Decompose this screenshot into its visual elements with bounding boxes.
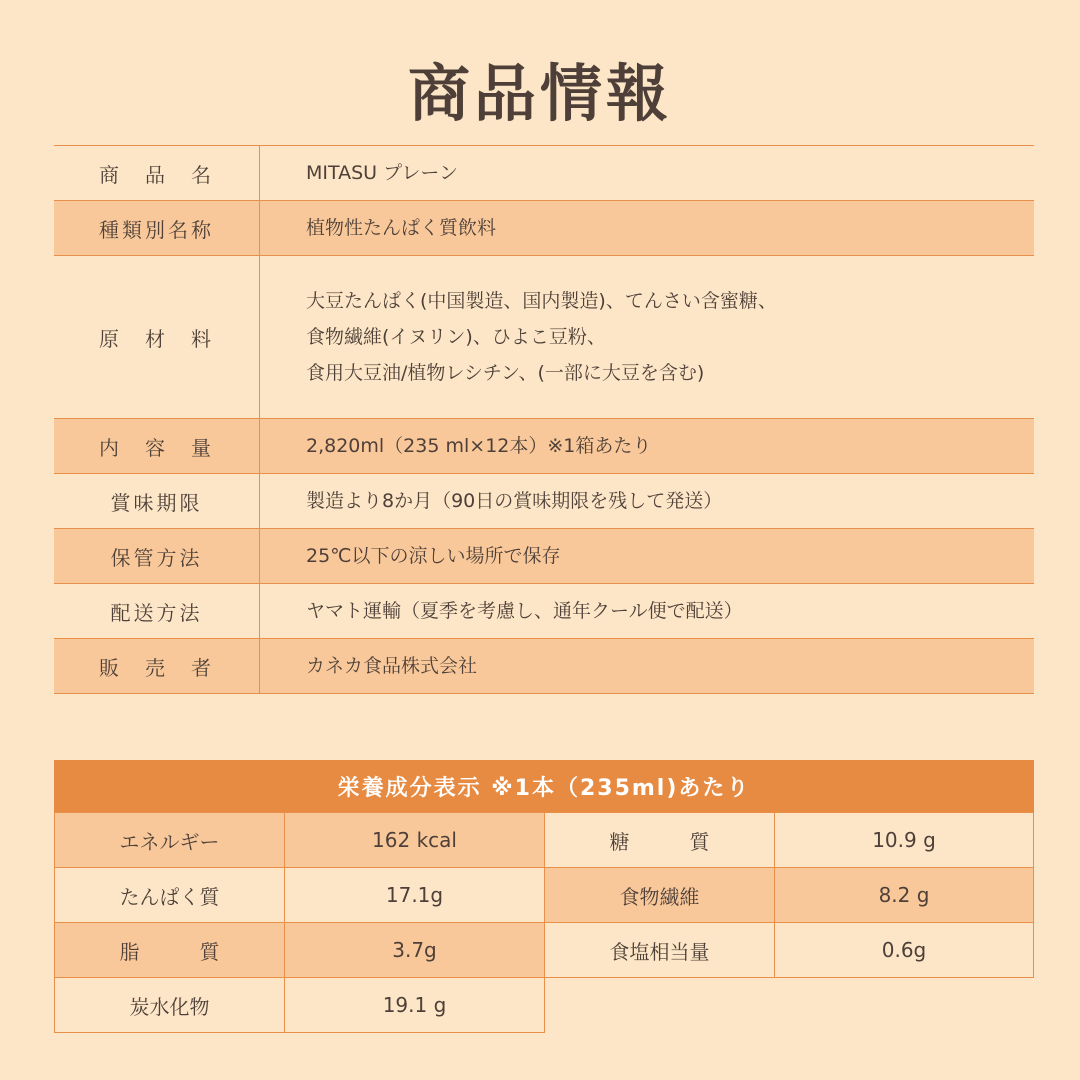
table-row — [54, 474, 1034, 529]
row-value: ヤマト運輸（夏季を考慮し、通年クール便で配送） — [306, 600, 743, 622]
nutrition-table — [54, 760, 1034, 1034]
nutrient-label: 食物繊維 — [544, 867, 775, 923]
table-row — [54, 201, 1034, 256]
nutrient-value: 3.7g — [284, 922, 545, 978]
nutrition-header: 栄養成分表示 ※1本（235ml)あたり — [54, 760, 1034, 812]
row-value: 大豆たんぱく(中国製造、国内製造)、てんさい含蜜糖、 食物繊維(イヌリン)、ひよこ豆粉、 食用大豆油/植物レシチン、(一部に大豆を含む) — [306, 290, 777, 384]
table-row — [54, 419, 1034, 474]
table-row — [54, 584, 1034, 639]
table-row — [54, 146, 1034, 201]
row-label: 内 容 量 — [54, 419, 260, 473]
nutrient-label: 脂 質 — [54, 922, 285, 978]
nutrient-value: 19.1 g — [284, 977, 545, 1033]
row-value: 2,820ml（235 ml×12本）※1箱あたり — [306, 435, 652, 457]
row-label: 賞味期限 — [54, 474, 260, 528]
table-row — [54, 529, 1034, 584]
nutrient-value: 10.9 g — [774, 812, 1034, 868]
row-label: 商 品 名 — [54, 146, 260, 200]
nutrition-grid — [54, 812, 1034, 1034]
table-row — [54, 256, 1034, 419]
row-value: 植物性たんぱく質飲料 — [306, 217, 497, 239]
nutrient-label: エネルギー — [54, 812, 285, 868]
row-label: 原 材 料 — [54, 256, 260, 418]
row-value: MITASU プレーン — [306, 162, 458, 184]
row-value: カネカ食品株式会社 — [306, 655, 478, 677]
nutrient-value: 0.6g — [774, 922, 1034, 978]
page-title: 商品情報 — [407, 57, 672, 130]
nutrient-label: 炭水化物 — [54, 977, 285, 1033]
nutrient-value: 162 kcal — [284, 812, 545, 868]
row-label: 配送方法 — [54, 584, 260, 638]
row-value: 製造より8か月（90日の賞味期限を残して発送） — [306, 490, 723, 512]
nutrient-label: 糖 質 — [544, 812, 775, 868]
row-value: 25℃以下の涼しい場所で保存 — [306, 545, 561, 567]
row-label: 種類別名称 — [54, 201, 260, 255]
product-info-table — [54, 145, 1034, 694]
row-label: 販 売 者 — [54, 639, 260, 693]
nutrient-label: たんぱく質 — [54, 867, 285, 923]
row-label: 保管方法 — [54, 529, 260, 583]
table-row — [54, 639, 1034, 694]
nutrient-label: 食塩相当量 — [544, 922, 775, 978]
nutrient-value: 17.1g — [284, 867, 545, 923]
nutrient-value: 8.2 g — [774, 867, 1034, 923]
